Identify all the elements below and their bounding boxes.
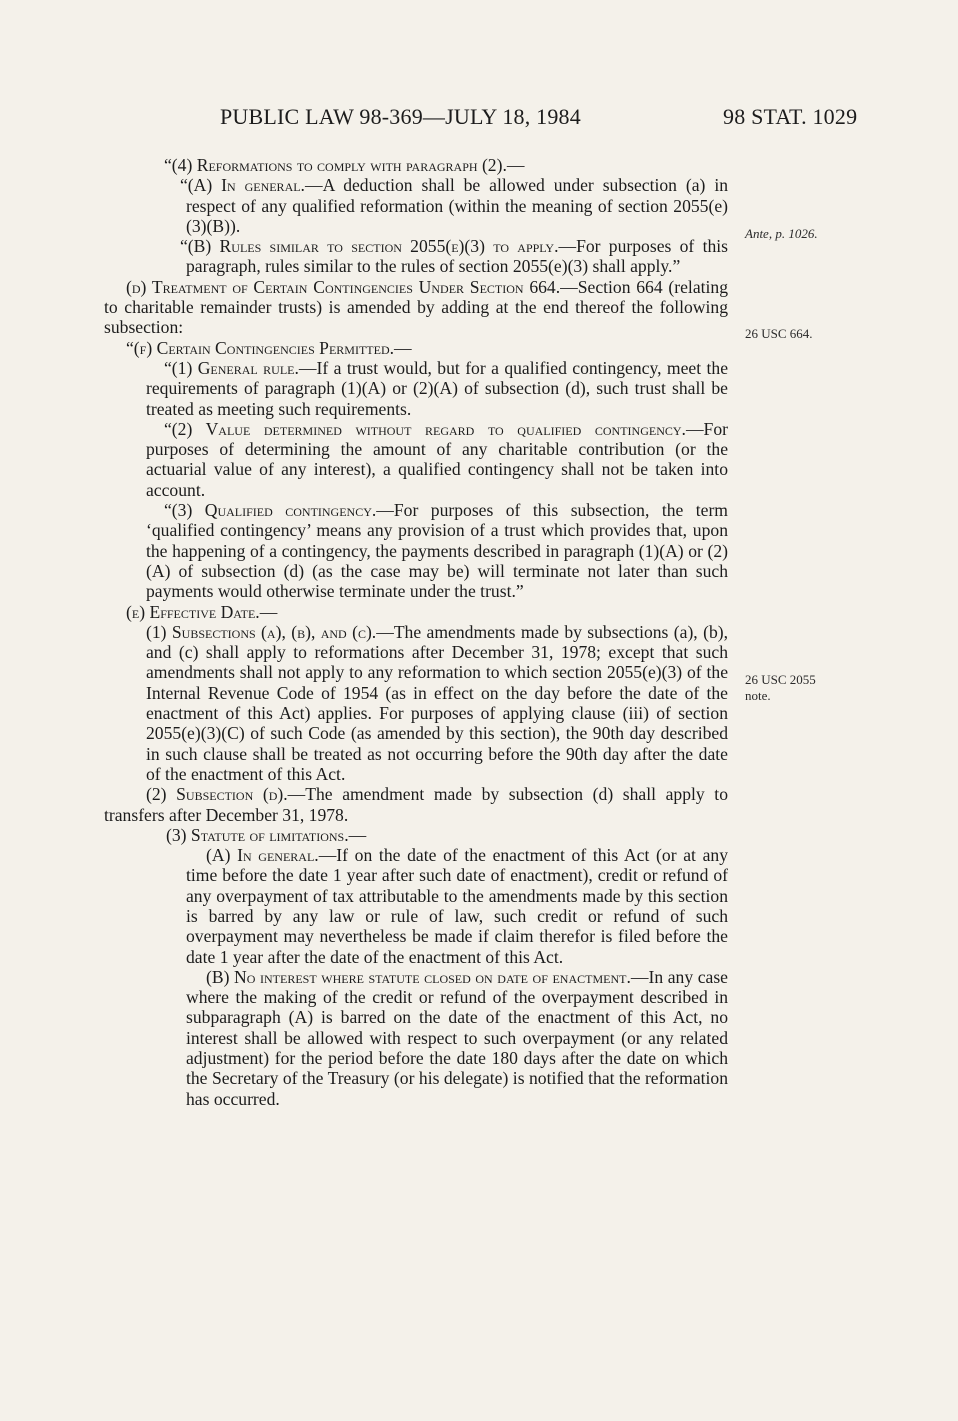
paragraph-e1: (1) Subsections (a), (b), and (c).—The amendments made by subsections (a), (b), and (c) shall apply to reformations after December 31, 1978; except that such amendments shall not apply to any reformation to which section 2055(e)(3) of the Internal Revenue Code of 1954 (as in effect on the day before the date of the enactment of this Act) applies. For purposes of applying clause (iii) of section 2055(e)(3)(C) of such Code (as amended by this section), the 90th day described in such clause shall be treated as not occurring before the 90th day after the date of the enactment of this Act. [146,621,728,784]
margin-note-usc-2055-line1: 26 USC 2055 [745,672,816,687]
paragraph-e3b: (B) No interest where statute closed on date of enactment.—In any case where the making of the credit or refund of the overpayment described in subparagraph (A) is barred on the date of the enactment of this Act, no interest shall be allowed with respect to such overpayment (or any related adjustment) for the period before the date 180 days after the date on which the Secretary of the Treasury (or his delegate) is notified that the reformation has occurred. [186,966,728,1109]
margin-note-usc-664: 26 USC 664. [745,326,813,341]
subsection-d: (d) Treatment of Certain Contingencies Under Section 664.—Section 664 (relating to charitable remainder trusts) is amended by adding at the end thereof the following subsection: [104,276,728,338]
law-text [104,155,728,1109]
paragraph-4a: “(A) In general.—A deduction shall be allowed under subsection (a) in respect of any qualified reformation (within the meaning of section 2055(e)(3)(B)). [180,175,728,236]
statute-page-number: 98 STAT. 1029 [723,104,858,129]
page-header [0,104,958,136]
paragraph-e3-heading: (3) Statute of limitations.— [166,824,367,845]
paragraph-4b: “(B) Rules similar to section 2055(e)(3) to apply.—For purposes of this paragraph, rules similar to the rules of section 2055(e)(3) shall apply.” [180,236,728,277]
paragraph-f3: “(3) Qualified contingency.—For purposes of this subsection, the term ‘qualified contingency’ means any provision of a trust which provides that, upon the happening of a contingency, the payments described in paragraph (1)(A) or (2)(A) of subsection (d) (as the case may be) will terminate not later than such payments would otherwise terminate under the trust.” [146,500,728,602]
paragraph-f1: “(1) General rule.—If a trust would, but for a qualified contingency, meet the requirements of paragraph (1)(A) or (2)(A) of subsection (d), such trust shall be treated as meeting such requirements. [146,357,728,419]
margin-note-usc-2055 [745,672,816,704]
margin-note-ante: Ante, p. 1026. [745,226,818,241]
law-title: PUBLIC LAW 98-369—JULY 18, 1984 [220,104,581,129]
subsection-e-heading: (e) Effective Date.— [126,601,278,622]
paragraph-f2: “(2) Value determined without regard to qualified contingency.—For purposes of determining the amount of any charitable contribution (or the actuarial value of any interest), a qualified contingency shall not be taken into account. [146,418,728,500]
paragraph-e3a: (A) In general.—If on the date of the enactment of this Act (or at any time before the date 1 year after such date of enactment), credit or refund of any overpayment of tax attributable to the amendments made by this section is barred by any law or rule of law, such credit or refund of such overpayment may nevertheless be made if claim therefor is filed before the date 1 year after the date of the enactment of this Act. [186,845,729,967]
margin-note-usc-2055-line2: note. [745,688,771,703]
paragraph-4-heading: “(4) Reformations to comply with paragraph (2).— [164,155,525,175]
paragraph-e2: (2) Subsection (d).—The amendment made by subsection (d) shall apply to transfers after December 31, 1978. [104,784,728,825]
subsection-f-heading: “(f) Certain Contingencies Permitted.— [126,337,412,358]
